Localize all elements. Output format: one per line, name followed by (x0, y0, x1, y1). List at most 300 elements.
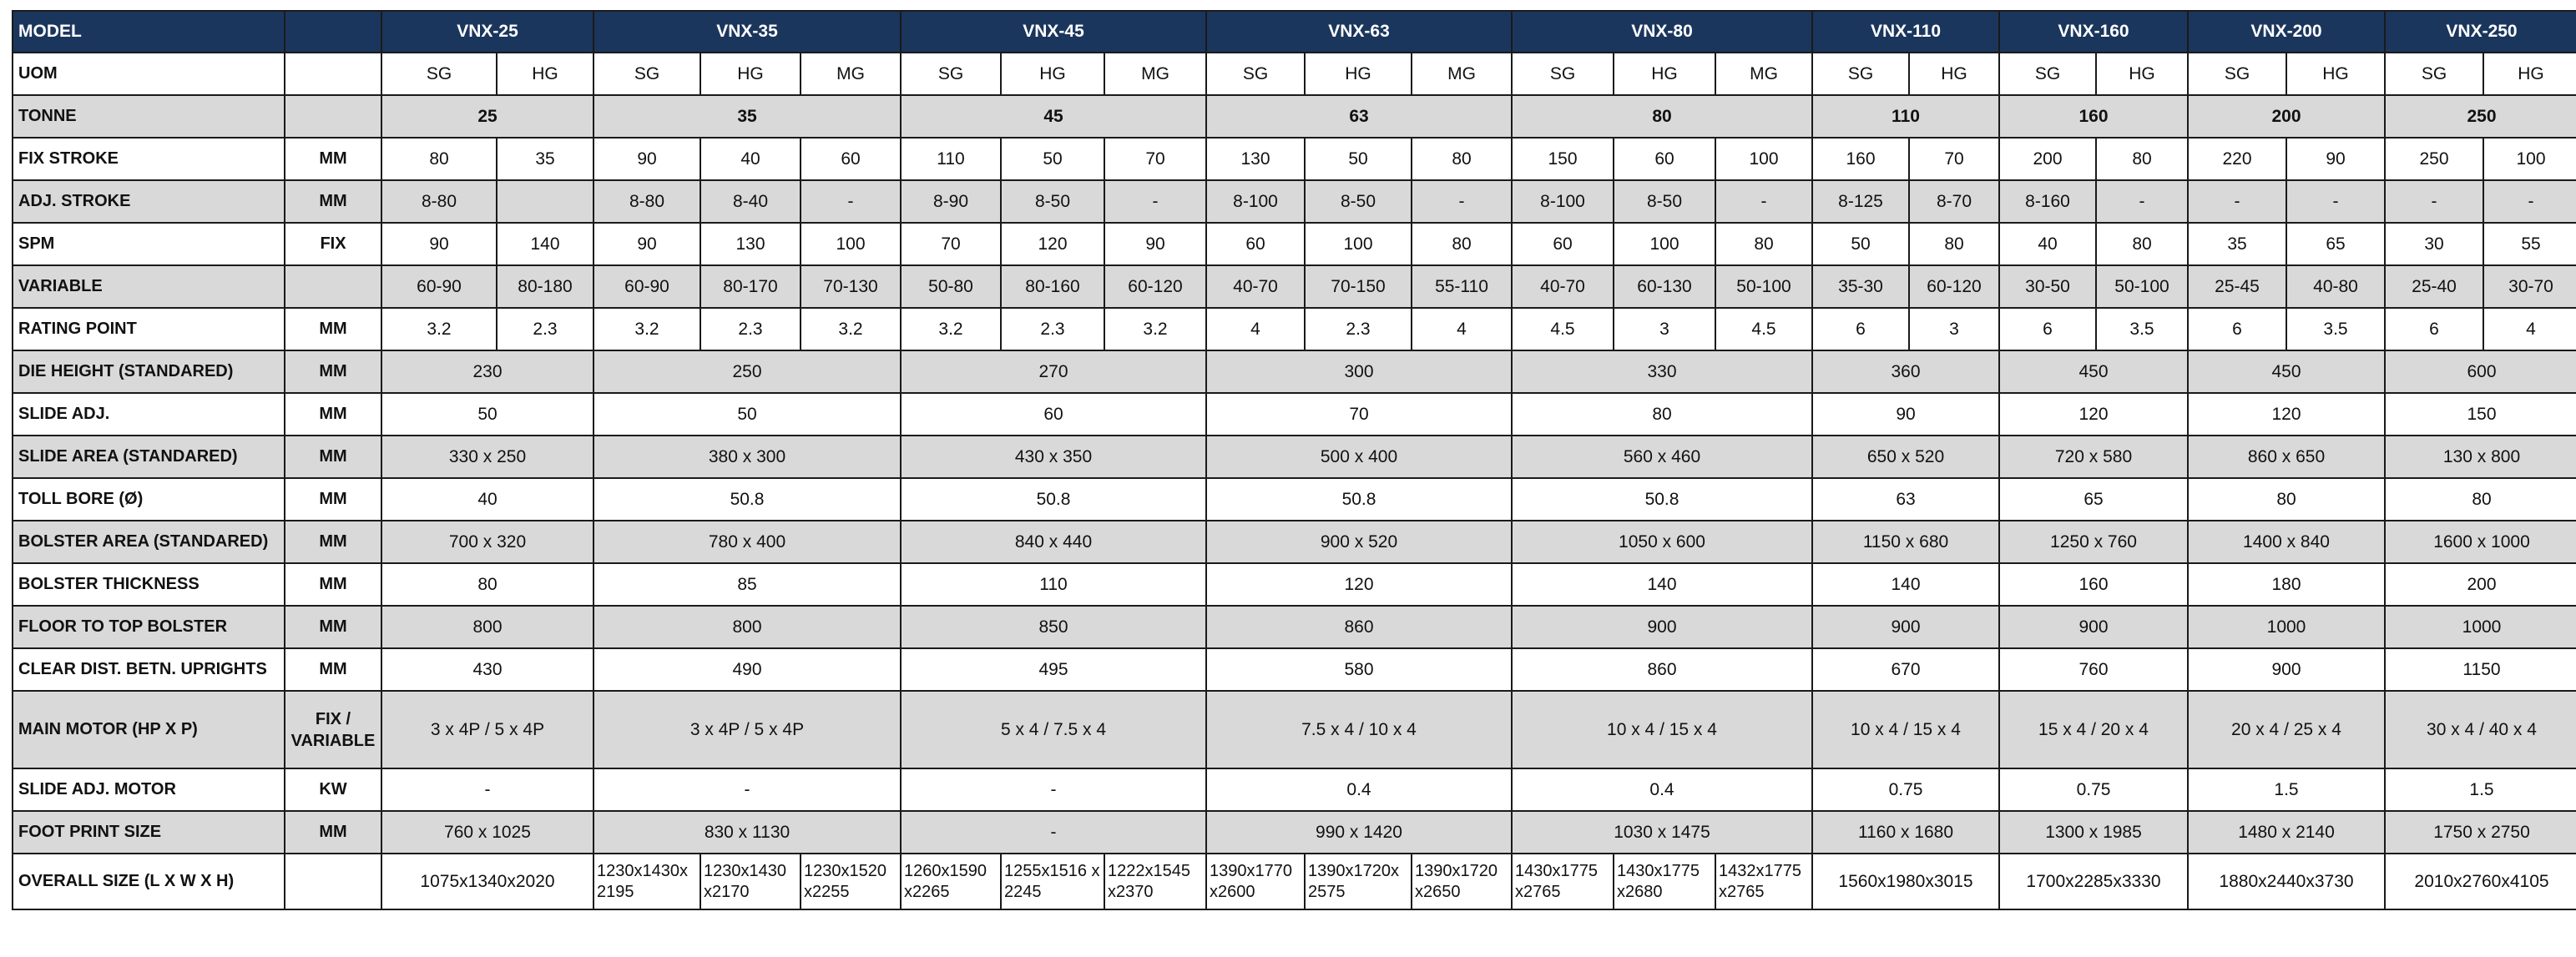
spec-value-cell: - (2286, 180, 2385, 223)
spec-value-cell: 55-110 (1412, 265, 1512, 308)
spec-value-cell: - (1412, 180, 1512, 223)
spec-value-cell: 860 x 650 (2188, 436, 2385, 478)
spec-value-cell: 8-100 (1206, 180, 1305, 223)
row-unit (285, 95, 381, 138)
spec-value-cell: 60 (801, 138, 901, 180)
spec-value-cell: 65 (1999, 478, 2188, 521)
spec-value-cell: 330 (1512, 350, 1812, 393)
spec-value-cell: 60 (1512, 223, 1614, 265)
spec-value-cell: 1222x1545 x2370 (1104, 854, 1206, 909)
spec-row-main-motor-hp-x-p (13, 691, 2576, 768)
spec-value-cell: - (2096, 180, 2188, 223)
row-unit: MM (285, 350, 381, 393)
spec-value-cell: 360 (1812, 350, 1999, 393)
row-label: FOOT PRINT SIZE (13, 811, 285, 854)
spec-value-cell: 80 (1512, 393, 1812, 436)
spec-value-cell: 1880x2440x3730 (2188, 854, 2385, 909)
spec-value-cell: 200 (2188, 95, 2385, 138)
spec-value-cell: 50.8 (1206, 478, 1512, 521)
spec-value-cell: 30-50 (1999, 265, 2096, 308)
spec-value-cell: 10 x 4 / 15 x 4 (1512, 691, 1812, 768)
spec-value-cell: 80 (1909, 223, 1999, 265)
header-unit-cell (285, 11, 381, 53)
spec-value-cell: 230 (381, 350, 593, 393)
spec-value-cell: 50-80 (901, 265, 1001, 308)
spec-value-cell: 840 x 440 (901, 521, 1206, 563)
spec-value-cell: 40 (1999, 223, 2096, 265)
row-unit: KW (285, 768, 381, 811)
spec-value-cell: 120 (1999, 393, 2188, 436)
model-header-vnx-160: VNX-160 (1999, 11, 2188, 53)
spec-value-cell: 600 (2385, 350, 2576, 393)
spec-value-cell: 8-90 (901, 180, 1001, 223)
spec-row-overall-size-l-x-w-x-h (13, 854, 2576, 909)
spec-value-cell: 1390x1720x 2575 (1305, 854, 1412, 909)
spec-value-cell: - (801, 180, 901, 223)
spec-value-cell: 900 (1512, 606, 1812, 648)
spec-value-cell: 900 x 520 (1206, 521, 1512, 563)
spec-value-cell: 50 (593, 393, 901, 436)
spec-value-cell: 90 (381, 223, 497, 265)
spec-value-cell: 800 (381, 606, 593, 648)
spec-value-cell: 50 (1001, 138, 1104, 180)
spec-value-cell: 1430x1775 x2680 (1614, 854, 1715, 909)
row-unit: MM (285, 648, 381, 691)
spec-value-cell: 3.2 (801, 308, 901, 350)
spec-value-cell: - (901, 811, 1206, 854)
row-label: FLOOR TO TOP BOLSTER (13, 606, 285, 648)
spec-value-cell: 670 (1812, 648, 1999, 691)
spec-value-cell: MG (1104, 53, 1206, 95)
spec-value-cell: 900 (2188, 648, 2385, 691)
spec-value-cell: 40 (700, 138, 801, 180)
spec-value-cell: 90 (2286, 138, 2385, 180)
spec-value-cell: HG (2096, 53, 2188, 95)
spec-value-cell: HG (1909, 53, 1999, 95)
spec-row-adj-stroke (13, 180, 2576, 223)
spec-value-cell: 5 x 4 / 7.5 x 4 (901, 691, 1206, 768)
row-label: TOLL BORE (Ø) (13, 478, 285, 521)
spec-value-cell: - (593, 768, 901, 811)
spec-value-cell: 1150 (2385, 648, 2576, 691)
spec-value-cell: 1230x1430x 2195 (593, 854, 700, 909)
model-header-vnx-250: VNX-250 (2385, 11, 2576, 53)
spec-value-cell: 300 (1206, 350, 1512, 393)
spec-row-toll-bore (13, 478, 2576, 521)
spec-value-cell: 3 (1614, 308, 1715, 350)
spec-table-wrapper (12, 10, 2573, 910)
spec-row-fix-stroke (13, 138, 2576, 180)
spec-value-cell: 100 (801, 223, 901, 265)
spec-value-cell: 140 (497, 223, 593, 265)
row-label: VARIABLE (13, 265, 285, 308)
spec-value-cell: 80 (2188, 478, 2385, 521)
spec-value-cell: 430 x 350 (901, 436, 1206, 478)
spec-value-cell: 80 (381, 563, 593, 606)
spec-value-cell: 120 (1206, 563, 1512, 606)
spec-value-cell: 25-45 (2188, 265, 2286, 308)
spec-value-cell: 250 (593, 350, 901, 393)
spec-value-cell: 20 x 4 / 25 x 4 (2188, 691, 2385, 768)
spec-value-cell: 160 (1999, 563, 2188, 606)
spec-value-cell: - (1104, 180, 1206, 223)
spec-value-cell: SG (2188, 53, 2286, 95)
spec-value-cell: 900 (1999, 606, 2188, 648)
model-header-vnx-200: VNX-200 (2188, 11, 2385, 53)
row-label: DIE HEIGHT (STANDARED) (13, 350, 285, 393)
spec-value-cell: 1160 x 1680 (1812, 811, 1999, 854)
spec-value-cell: HG (1001, 53, 1104, 95)
model-header-vnx-110: VNX-110 (1812, 11, 1999, 53)
spec-value-cell: 70-150 (1305, 265, 1412, 308)
spec-value-cell: 35-30 (1812, 265, 1909, 308)
spec-value-cell: 1250 x 760 (1999, 521, 2188, 563)
spec-value-cell: 4 (2483, 308, 2576, 350)
spec-value-cell: HG (497, 53, 593, 95)
spec-value-cell: 1030 x 1475 (1512, 811, 1812, 854)
model-header-vnx-35: VNX-35 (593, 11, 901, 53)
spec-value-cell: SG (2385, 53, 2483, 95)
spec-value-cell: 55 (2483, 223, 2576, 265)
spec-value-cell: 35 (593, 95, 901, 138)
row-unit: MM (285, 563, 381, 606)
row-label: ADJ. STROKE (13, 180, 285, 223)
spec-row-variable (13, 265, 2576, 308)
spec-value-cell: 8-70 (1909, 180, 1999, 223)
spec-value-cell: 2.3 (497, 308, 593, 350)
spec-value-cell: 7.5 x 4 / 10 x 4 (1206, 691, 1512, 768)
spec-value-cell: 2010x2760x4105 (2385, 854, 2576, 909)
spec-row-foot-print-size (13, 811, 2576, 854)
spec-value-cell: 760 x 1025 (381, 811, 593, 854)
spec-value-cell: 8-50 (1305, 180, 1412, 223)
spec-value-cell: 50.8 (901, 478, 1206, 521)
spec-value-cell: 150 (1512, 138, 1614, 180)
spec-value-cell (497, 180, 593, 223)
spec-value-cell: 495 (901, 648, 1206, 691)
spec-value-cell: 3.5 (2286, 308, 2385, 350)
spec-row-slide-adj-motor (13, 768, 2576, 811)
spec-value-cell: 80-180 (497, 265, 593, 308)
spec-value-cell: 760 (1999, 648, 2188, 691)
spec-value-cell: 830 x 1130 (593, 811, 901, 854)
spec-value-cell: SG (901, 53, 1001, 95)
spec-value-cell: 15 x 4 / 20 x 4 (1999, 691, 2188, 768)
spec-value-cell: 3.2 (901, 308, 1001, 350)
spec-value-cell: 4 (1206, 308, 1305, 350)
spec-value-cell: 2.3 (1001, 308, 1104, 350)
spec-row-bolster-thickness (13, 563, 2576, 606)
spec-value-cell: 860 (1206, 606, 1512, 648)
spec-value-cell: 1300 x 1985 (1999, 811, 2188, 854)
spec-value-cell: 1000 (2188, 606, 2385, 648)
spec-value-cell: 490 (593, 648, 901, 691)
spec-value-cell: 80 (1412, 223, 1512, 265)
spec-value-cell: 40-70 (1512, 265, 1614, 308)
spec-value-cell: 40-80 (2286, 265, 2385, 308)
spec-value-cell: 90 (593, 138, 700, 180)
spec-value-cell: 110 (901, 563, 1206, 606)
spec-value-cell: - (901, 768, 1206, 811)
spec-value-cell: 6 (1812, 308, 1909, 350)
spec-value-cell: 1075x1340x2020 (381, 854, 593, 909)
spec-value-cell: 80 (1412, 138, 1512, 180)
spec-value-cell: 60 (1614, 138, 1715, 180)
row-label: UOM (13, 53, 285, 95)
spec-value-cell: SG (1999, 53, 2096, 95)
spec-value-cell: 720 x 580 (1999, 436, 2188, 478)
row-unit: MM (285, 521, 381, 563)
spec-value-cell: 450 (2188, 350, 2385, 393)
spec-value-cell: MG (1715, 53, 1812, 95)
spec-row-bolster-area-standared (13, 521, 2576, 563)
spec-value-cell: HG (1305, 53, 1412, 95)
spec-value-cell: 4 (1412, 308, 1512, 350)
spec-value-cell: 1.5 (2385, 768, 2576, 811)
spec-value-cell: 80 (2096, 138, 2188, 180)
spec-value-cell: 1750 x 2750 (2385, 811, 2576, 854)
row-unit: MM (285, 811, 381, 854)
spec-value-cell: 3 x 4P / 5 x 4P (381, 691, 593, 768)
spec-value-cell: 100 (1305, 223, 1412, 265)
spec-value-cell: 500 x 400 (1206, 436, 1512, 478)
spec-row-spm (13, 223, 2576, 265)
row-label: RATING POINT (13, 308, 285, 350)
spec-value-cell: 0.4 (1206, 768, 1512, 811)
spec-value-cell: 150 (2385, 393, 2576, 436)
spec-value-cell: 80-160 (1001, 265, 1104, 308)
spec-value-cell: 100 (2483, 138, 2576, 180)
spec-value-cell: 25 (381, 95, 593, 138)
spec-value-cell: 200 (1999, 138, 2096, 180)
spec-value-cell: 60-90 (593, 265, 700, 308)
spec-value-cell: MG (1412, 53, 1512, 95)
row-unit: MM (285, 180, 381, 223)
spec-value-cell: 70 (901, 223, 1001, 265)
spec-value-cell: 1255x1516 x2245 (1001, 854, 1104, 909)
spec-value-cell: 160 (1812, 138, 1909, 180)
spec-value-cell: MG (801, 53, 901, 95)
row-label: SLIDE AREA (STANDARED) (13, 436, 285, 478)
spec-value-cell: SG (1512, 53, 1614, 95)
spec-value-cell: 70-130 (801, 265, 901, 308)
spec-value-cell: 1560x1980x3015 (1812, 854, 1999, 909)
spec-value-cell: 90 (593, 223, 700, 265)
spec-value-cell: 8-100 (1512, 180, 1614, 223)
spec-value-cell: 110 (901, 138, 1001, 180)
row-label: BOLSTER THICKNESS (13, 563, 285, 606)
spec-value-cell: 6 (2385, 308, 2483, 350)
spec-value-cell: 1.5 (2188, 768, 2385, 811)
spec-row-slide-adj (13, 393, 2576, 436)
spec-value-cell: 140 (1812, 563, 1999, 606)
spec-value-cell: - (2385, 180, 2483, 223)
spec-value-cell: 0.75 (1999, 768, 2188, 811)
spec-value-cell: 130 (1206, 138, 1305, 180)
spec-value-cell: 60-130 (1614, 265, 1715, 308)
spec-value-cell: - (2188, 180, 2286, 223)
spec-value-cell: 1430x1775 x2765 (1512, 854, 1614, 909)
spec-value-cell: 1400 x 840 (2188, 521, 2385, 563)
spec-value-cell: 70 (1909, 138, 1999, 180)
spec-value-cell: 65 (2286, 223, 2385, 265)
spec-value-cell: 63 (1812, 478, 1999, 521)
spec-value-cell: 40-70 (1206, 265, 1305, 308)
spec-value-cell: 120 (2188, 393, 2385, 436)
spec-value-cell: SG (1206, 53, 1305, 95)
row-unit (285, 854, 381, 909)
spec-row-uom (13, 53, 2576, 95)
spec-value-cell: HG (2483, 53, 2576, 95)
spec-row-tonne (13, 95, 2576, 138)
model-header-vnx-25: VNX-25 (381, 11, 593, 53)
model-header-vnx-45: VNX-45 (901, 11, 1206, 53)
row-unit: MM (285, 606, 381, 648)
spec-value-cell: - (1715, 180, 1812, 223)
spec-value-cell: 580 (1206, 648, 1512, 691)
row-label: SLIDE ADJ. MOTOR (13, 768, 285, 811)
row-label: SPM (13, 223, 285, 265)
spec-value-cell: 2.3 (700, 308, 801, 350)
spec-value-cell: 60 (1206, 223, 1305, 265)
spec-value-cell: 430 (381, 648, 593, 691)
row-unit: MM (285, 393, 381, 436)
spec-value-cell: 160 (1999, 95, 2188, 138)
spec-value-cell: 140 (1512, 563, 1812, 606)
spec-value-cell: 3 x 4P / 5 x 4P (593, 691, 901, 768)
spec-value-cell: 8-160 (1999, 180, 2096, 223)
spec-value-cell: 100 (1715, 138, 1812, 180)
spec-value-cell: 900 (1812, 606, 1999, 648)
spec-value-cell: - (2483, 180, 2576, 223)
spec-value-cell: 3 (1909, 308, 1999, 350)
spec-value-cell: - (381, 768, 593, 811)
row-unit: FIX / VARIABLE (285, 691, 381, 768)
spec-value-cell: 80-170 (700, 265, 801, 308)
spec-value-cell: 1260x1590 x2265 (901, 854, 1001, 909)
row-unit (285, 53, 381, 95)
spec-value-cell: 35 (2188, 223, 2286, 265)
spec-value-cell: SG (593, 53, 700, 95)
spec-value-cell: 50 (381, 393, 593, 436)
spec-value-cell: 60-120 (1104, 265, 1206, 308)
spec-value-cell: 1390x1720 x2650 (1412, 854, 1512, 909)
spec-value-cell: 80 (1512, 95, 1812, 138)
press-spec-table (12, 10, 2576, 910)
spec-value-cell: 6 (2188, 308, 2286, 350)
spec-value-cell: 6 (1999, 308, 2096, 350)
spec-value-cell: 1700x2285x3330 (1999, 854, 2188, 909)
spec-value-cell: 60 (901, 393, 1206, 436)
spec-value-cell: 8-40 (700, 180, 801, 223)
spec-value-cell: SG (1812, 53, 1909, 95)
spec-value-cell: 50-100 (1715, 265, 1812, 308)
spec-value-cell: 700 x 320 (381, 521, 593, 563)
spec-value-cell: 8-80 (593, 180, 700, 223)
spec-value-cell: 4.5 (1715, 308, 1812, 350)
spec-value-cell: 8-50 (1614, 180, 1715, 223)
spec-value-cell: 850 (901, 606, 1206, 648)
spec-value-cell: 1432x1775 x2765 (1715, 854, 1812, 909)
spec-value-cell: 1000 (2385, 606, 2576, 648)
row-unit: MM (285, 436, 381, 478)
spec-value-cell: 63 (1206, 95, 1512, 138)
spec-value-cell: 3.2 (593, 308, 700, 350)
spec-value-cell: 3.2 (381, 308, 497, 350)
spec-value-cell: 250 (2385, 95, 2576, 138)
row-label: MAIN MOTOR (HP X P) (13, 691, 285, 768)
spec-row-floor-to-top-bolster (13, 606, 2576, 648)
spec-value-cell: 200 (2385, 563, 2576, 606)
row-label: OVERALL SIZE (L X W X H) (13, 854, 285, 909)
spec-value-cell: 50-100 (2096, 265, 2188, 308)
spec-value-cell: 70 (1206, 393, 1512, 436)
spec-value-cell: 450 (1999, 350, 2188, 393)
spec-value-cell: 50.8 (1512, 478, 1812, 521)
spec-value-cell: 110 (1812, 95, 1999, 138)
spec-row-slide-area-standared (13, 436, 2576, 478)
spec-value-cell: 8-50 (1001, 180, 1104, 223)
spec-value-cell: 130 x 800 (2385, 436, 2576, 478)
spec-value-cell: 1390x1770 x2600 (1206, 854, 1305, 909)
spec-value-cell: 120 (1001, 223, 1104, 265)
spec-value-cell: 80 (381, 138, 497, 180)
spec-value-cell: 4.5 (1512, 308, 1614, 350)
spec-value-cell: 780 x 400 (593, 521, 901, 563)
spec-value-cell: 40 (381, 478, 593, 521)
spec-value-cell: 8-80 (381, 180, 497, 223)
row-label: FIX STROKE (13, 138, 285, 180)
spec-value-cell: 30-70 (2483, 265, 2576, 308)
spec-value-cell: 130 (700, 223, 801, 265)
spec-value-cell: HG (2286, 53, 2385, 95)
row-unit: MM (285, 138, 381, 180)
model-header-vnx-80: VNX-80 (1512, 11, 1812, 53)
header-model-label: MODEL (13, 11, 285, 53)
spec-value-cell: 380 x 300 (593, 436, 901, 478)
row-label: SLIDE ADJ. (13, 393, 285, 436)
spec-value-cell: 180 (2188, 563, 2385, 606)
spec-value-cell: 0.75 (1812, 768, 1999, 811)
row-unit: MM (285, 478, 381, 521)
row-label: TONNE (13, 95, 285, 138)
spec-value-cell: 560 x 460 (1512, 436, 1812, 478)
spec-value-cell: 60-90 (381, 265, 497, 308)
spec-value-cell: 30 x 4 / 40 x 4 (2385, 691, 2576, 768)
spec-value-cell: 1600 x 1000 (2385, 521, 2576, 563)
spec-value-cell: 60-120 (1909, 265, 1999, 308)
spec-value-cell: 3.5 (2096, 308, 2188, 350)
spec-value-cell: 50.8 (593, 478, 901, 521)
spec-value-cell: 1050 x 600 (1512, 521, 1812, 563)
spec-value-cell: 800 (593, 606, 901, 648)
spec-value-cell: 10 x 4 / 15 x 4 (1812, 691, 1999, 768)
spec-value-cell: 2.3 (1305, 308, 1412, 350)
spec-value-cell: HG (700, 53, 801, 95)
row-unit: FIX (285, 223, 381, 265)
row-unit: MM (285, 308, 381, 350)
spec-row-clear-dist-betn-uprights (13, 648, 2576, 691)
spec-value-cell: 220 (2188, 138, 2286, 180)
spec-value-cell: 30 (2385, 223, 2483, 265)
spec-value-cell: 80 (2385, 478, 2576, 521)
spec-value-cell: 270 (901, 350, 1206, 393)
spec-value-cell: 330 x 250 (381, 436, 593, 478)
spec-value-cell: 860 (1512, 648, 1812, 691)
spec-value-cell: 250 (2385, 138, 2483, 180)
spec-value-cell: 0.4 (1512, 768, 1812, 811)
header-row (13, 11, 2576, 53)
